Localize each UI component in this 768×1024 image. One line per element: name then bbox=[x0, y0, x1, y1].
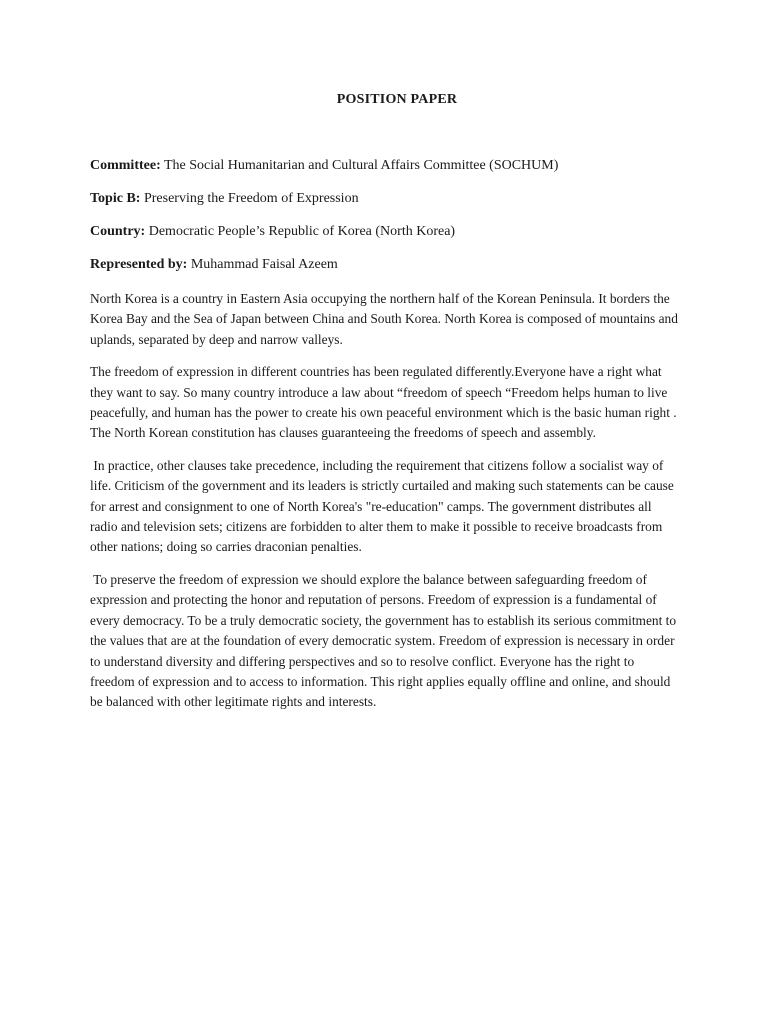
topic-label: Topic B: bbox=[90, 191, 141, 206]
country-label: Country: bbox=[90, 224, 146, 239]
represented-by-value: Muhammad Faisal Azeem bbox=[190, 257, 338, 272]
country-value: Democratic People’s Republic of Korea (North Korea) bbox=[148, 224, 456, 239]
paragraph-geography: North Korea is a country in Eastern Asia occupying the northern half of the Korean Peninsula. It borders the Korea Bay and the Sea of Japan between China and South Korea. North Korea is composed of mountains and uplands, separated by deep and narrow valleys. bbox=[90, 291, 678, 347]
committee-value: The Social Humanitarian and Cultural Affairs Committee (SOCHUM) bbox=[164, 158, 559, 173]
represented-by-line bbox=[90, 256, 680, 274]
page-title: POSITION PAPER bbox=[336, 92, 458, 107]
paragraph-in-practice: In practice, other clauses take precedence, including the requirement that citizens follow a socialist way of life. Criticism of the government and its leaders is strictly curtailed and making such statements can be cause for arrest and consignment to one of North Korea's "re-education" camps. The government distributes all radio and television sets; citizens are forbidden to alter them to make it possible to receive broadcasts from other nations; doing so carries draconian penalties. bbox=[90, 457, 674, 555]
committee-line bbox=[90, 157, 680, 175]
committee-label: Committee: bbox=[90, 158, 161, 173]
document-page bbox=[90, 92, 680, 725]
topic-value: Preserving the Freedom of Expression bbox=[143, 191, 359, 206]
country-line bbox=[90, 223, 680, 241]
topic-line bbox=[90, 190, 680, 208]
paragraph-freedom-regulation: The freedom of expression in different countries has been regulated differently.Everyone have a right what they want to say. So many country introduce a law about “freedom of speech “Freedom helps human to live peacefully, and human has the power to create his own peaceful environment which is the basic human right . The North Korean constitution has clauses guaranteeing the freedoms of speech and assembly. bbox=[90, 364, 677, 441]
paragraph-preserve-freedom: To preserve the freedom of expression we should explore the balance between safeguarding freedom of expression and protecting the honor and reputation of persons. Freedom of expression is a fundamental of every democracy. To be a truly democratic society, the government has to establish its serious commitment to the values that are at the foundation of every democratic system. Freedom of expression is necessary in order to understand diversity and differing perspectives and so to resolve conflict. Everyone has the right to freedom of expression and to access to information. This right applies equally offline and online, and should be balanced with other legitimate rights and interests. bbox=[90, 571, 677, 710]
represented-by-label: Represented by: bbox=[90, 257, 188, 272]
